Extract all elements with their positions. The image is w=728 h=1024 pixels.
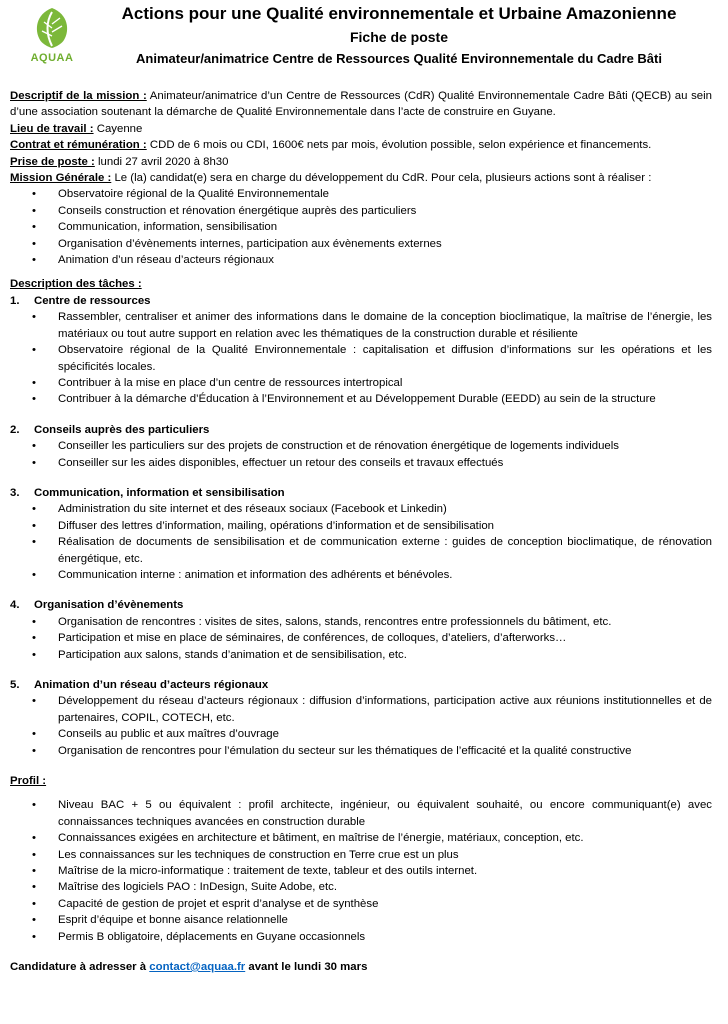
logo-text: AQUAA (30, 52, 74, 64)
list-item: • Administration du site internet et des réseaux sociaux (Facebook et Linkedin) (10, 501, 712, 517)
section-title-text: Conseils auprès des particuliers (34, 423, 210, 436)
prise-paragraph (10, 154, 712, 170)
list-item: • Organisation d’évènements internes, participation aux évènements externes (10, 236, 712, 252)
section-number: 4. (10, 599, 20, 612)
section-list (10, 614, 712, 663)
section-number: 5. (10, 679, 20, 691)
list-item: • Permis B obligatoire, déplacements en Guyane occasionnels (10, 929, 712, 945)
list-item: • Rassembler, centraliser et animer des informations dans le domaine de la conception bioclimatique, la maîtrise de l’énergie, les matériaux ou tout autre support en relation avec les thématiques de la construction durable et résiliente (10, 309, 712, 342)
lieu-paragraph (10, 121, 712, 137)
section-evenements (10, 597, 712, 663)
list-item: • Animation d’un réseau d’acteurs régionaux (10, 252, 712, 268)
position-title: Animateur/animatrice Centre de Ressources Qualité Environnementale du Cadre Bâti (136, 51, 662, 66)
section-title-text: Animation d’un réseau d’acteurs régionaux (34, 679, 269, 691)
aquaa-logo (26, 4, 78, 62)
list-item: • Organisation de rencontres pour l’émulation du secteur sur les thématiques de l’efficacité et la qualité constructive (10, 743, 712, 759)
profil-heading (10, 773, 712, 789)
taches-label: Description des tâches : (10, 278, 142, 291)
leaf-logo-icon (26, 4, 78, 50)
section-title (10, 677, 712, 693)
list-item: • Participation aux salons, stands d’animation et de sensibilisation, etc. (10, 647, 712, 663)
mission-text: Le (la) candidat(e) sera en charge du développement du CdR. Pour cela, plusieurs actions sont à réaliser : (111, 172, 652, 185)
lieu-label: Lieu de travail : (10, 122, 94, 135)
list-item: • Maîtrise de la micro-informatique : traitement de texte, tableur et des outils internet. (10, 863, 712, 879)
list-item: • Esprit d’équipe et bonne aisance relationnelle (10, 912, 712, 928)
list-item: • Observatoire régional de la Qualité Environnementale : capitalisation et diffusion d’informations sur les opérations et les spécificités locales. (10, 342, 712, 375)
list-item: • Les connaissances sur les techniques de construction en Terre crue est un plus (10, 847, 712, 863)
section-title (10, 597, 712, 613)
list-item: • Conseiller sur les aides disponibles, effectuer un retour des conseils et travaux effectués (10, 455, 712, 471)
document-title: Actions pour une Qualité environnementale et Urbaine Amazonienne (121, 4, 677, 23)
list-item: • Communication interne : animation et information des adhérents et bénévoles. (10, 567, 712, 583)
contrat-paragraph (10, 137, 712, 153)
list-item: • Conseiller les particuliers sur des projets de construction et de rénovation énergétique de logements individuels (10, 438, 712, 454)
section-communication (10, 485, 712, 583)
section-list (10, 693, 712, 759)
section-title-text: Organisation d’évènements (34, 599, 184, 612)
mission-paragraph (10, 170, 712, 186)
profil-section (10, 773, 712, 945)
section-centre-ressources (10, 293, 712, 408)
footer-prefix: Candidature à adresser à (10, 961, 150, 974)
profil-list (10, 797, 712, 945)
profil-label: Profil : (10, 775, 47, 788)
list-item: • Capacité de gestion de projet et esprit d’analyse et de synthèse (10, 896, 712, 912)
section-list (10, 309, 712, 407)
intro-section (10, 88, 712, 268)
section-title (10, 293, 712, 309)
descriptif-label: Descriptif de la mission : (10, 90, 147, 102)
list-item: • Contribuer à la démarche d’Éducation à l’Environnement et au Développement Durable (EEDD) au sein de la structure (10, 391, 712, 407)
list-item: • Connaissances exigées en architecture et bâtiment, en maîtrise de l’énergie, matériaux, conception, etc. (10, 830, 712, 846)
section-number: 2. (10, 423, 20, 436)
section-number: 1. (10, 294, 20, 307)
document-body (10, 88, 712, 976)
list-item: • Diffuser des lettres d’information, mailing, opérations d’information et de sensibilisation (10, 518, 712, 534)
descriptif-text: Animateur/animatrice d’un Centre de Ressources (CdR) Qualité Environnementale Cadre Bâti (QECB) au sein d’une association soutenant la démarche de Qualité Environnementale dans l’acte de construire en Guyane. (10, 90, 713, 119)
section-list (10, 501, 712, 583)
list-item: • Niveau BAC + 5 ou équivalent : profil architecte, ingénieur, ou équivalent souhaité, ou encore communiquant(e) avec connaissances techniques avancées en construction durable (10, 797, 712, 830)
list-item: • Conseils au public et aux maîtres d’ouvrage (10, 726, 712, 742)
descriptif-paragraph (10, 88, 712, 121)
footer-suffix: avant le lundi 30 mars (245, 961, 368, 974)
list-item: • Participation et mise en place de séminaires, de conférences, de colloques, d’ateliers, d’afterworks… (10, 630, 712, 646)
mission-label: Mission Générale : (10, 172, 112, 185)
section-title-text: Centre de ressources (34, 294, 151, 307)
list-item: • Maîtrise des logiciels PAO : InDesign, Suite Adobe, etc. (10, 879, 712, 895)
lieu-text: Cayenne (93, 122, 143, 135)
contrat-text: CDD de 6 mois ou CDI, 1600€ nets par mois, évolution possible, selon expérience et financements. (146, 139, 652, 152)
section-number: 3. (10, 486, 20, 499)
list-item: • Contribuer à la mise en place d’un centre de ressources intertropical (10, 375, 712, 391)
list-item: • Conseils construction et rénovation énergétique auprès des particuliers (10, 203, 712, 219)
section-title (10, 485, 712, 501)
section-conseils (10, 422, 712, 471)
prise-label: Prise de poste : (10, 155, 95, 168)
contact-email-link[interactable]: contact@aquaa.fr (149, 961, 246, 974)
list-item: • Organisation de rencontres : visites de sites, salons, stands, rencontres entre professionnels du bâtiment, etc. (10, 614, 712, 630)
list-item: • Observatoire régional de la Qualité Environnementale (10, 186, 712, 202)
candidature-footer (10, 959, 712, 975)
prise-text: lundi 27 avril 2020 à 8h30 (94, 155, 229, 168)
list-item: • Communication, information, sensibilisation (10, 219, 712, 235)
actions-list (10, 186, 712, 268)
section-list (10, 438, 712, 471)
list-item: • Réalisation de documents de sensibilisation et de communication externe : guides de conception bioclimatique, de rénovation énergétique, etc. (10, 534, 712, 567)
list-item: • Développement du réseau d’acteurs régionaux : diffusion d’informations, participation active aux réunions institutionnelles et de partenaires, COPIL, COTECH, etc. (10, 693, 712, 726)
section-title (10, 422, 712, 438)
taches-heading (10, 276, 712, 292)
contrat-label: Contrat et rémunération : (10, 139, 147, 152)
section-title-text: Communication, information et sensibilisation (34, 486, 285, 499)
document-subtitle: Fiche de poste (349, 29, 449, 45)
section-reseau (10, 677, 712, 759)
